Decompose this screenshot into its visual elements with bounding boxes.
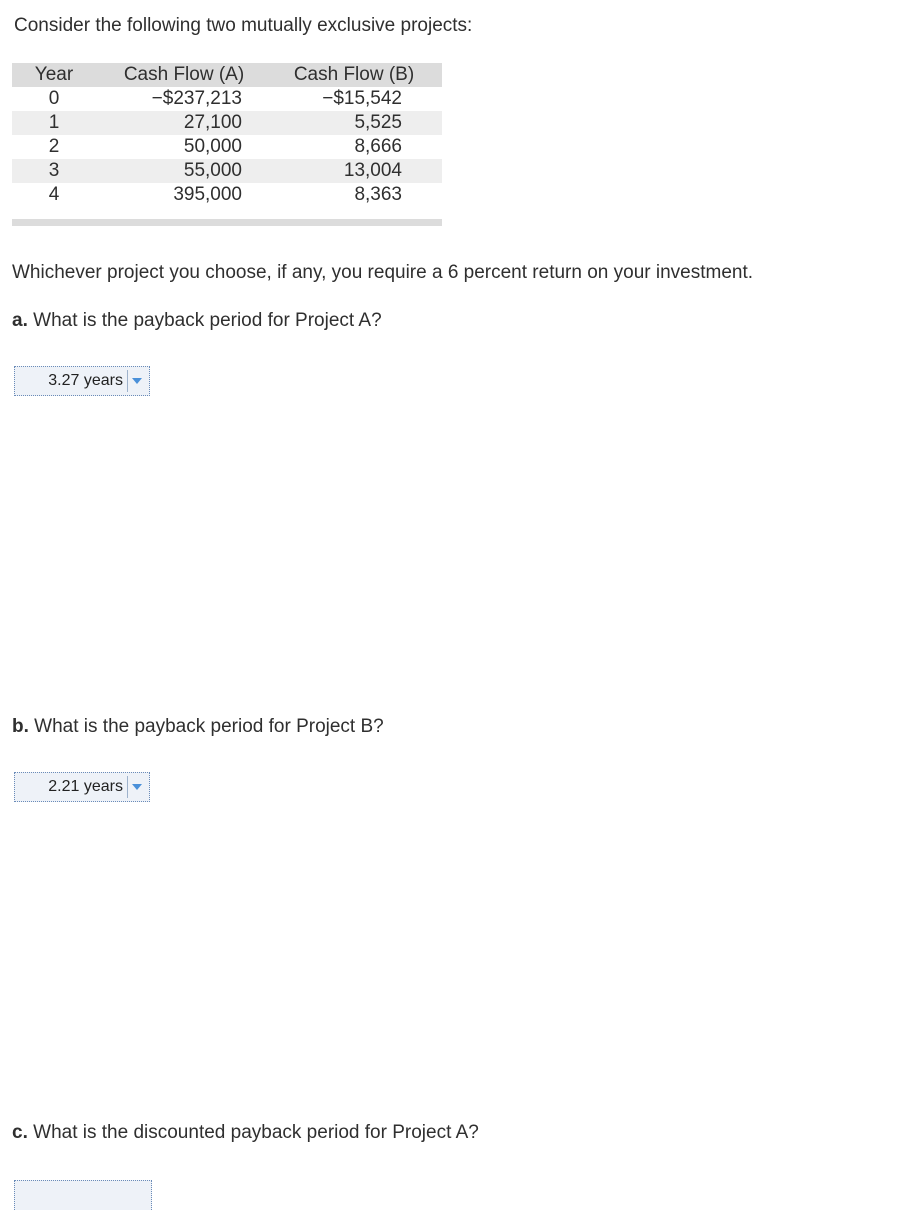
table-row [12,111,442,135]
year-cell: 1 [48,112,60,133]
table-row [12,135,442,159]
question-b-text: What is the payback period for Project B? [28,716,384,737]
cash-flow-a-cell: −$237,213 [151,88,242,109]
cash-flow-a-cell: 395,000 [173,184,242,205]
table-row [12,183,442,207]
question-a [12,308,382,334]
cash-flow-b-cell: 8,666 [354,136,402,157]
required-return-text: Whichever project you choose, if any, you require a 6 percent return on your investment. [12,262,754,283]
table-footer-divider [12,219,442,226]
header-year: Year [34,64,74,85]
table-row [12,159,442,183]
year-cell: 3 [48,160,60,181]
cash-flow-b-cell: −$15,542 [322,88,402,109]
cash-flow-a-cell: 27,100 [183,112,242,133]
question-b [12,714,384,740]
cash-flow-b-cell: 8,363 [354,184,402,205]
answer-c-dropdown[interactable] [14,1180,152,1210]
chevron-down-icon[interactable] [127,370,147,392]
question-c-text: What is the discounted payback period for Project A? [27,1122,479,1143]
answer-b-value: 2.21 years [18,776,128,798]
cash-flow-b-cell: 5,525 [354,112,402,133]
question-a-text: What is the payback period for Project A? [27,310,382,331]
cash-flow-a-cell: 50,000 [183,136,242,157]
header-cash-flow-a: Cash Flow (A) [123,64,245,85]
cash-flow-table [12,63,442,226]
question-a-letter: a. [12,310,28,331]
question-c-letter: c. [12,1122,28,1143]
cash-flow-b-cell: 13,004 [343,160,402,181]
answer-b-dropdown[interactable] [14,772,150,802]
question-b-letter: b. [12,716,29,737]
header-cash-flow-b: Cash Flow (B) [293,64,415,85]
answer-a-value: 3.27 years [18,370,128,392]
intro-text: Consider the following two mutually exclusive projects: [14,15,473,36]
year-cell: 4 [48,184,60,205]
cash-flow-a-cell: 55,000 [183,160,242,181]
answer-a-dropdown[interactable] [14,366,150,396]
question-c [12,1120,479,1146]
year-cell: 2 [48,136,60,157]
year-cell: 0 [48,88,60,109]
table-header-row [12,63,442,87]
chevron-down-icon[interactable] [127,776,147,798]
table-row [12,87,442,111]
